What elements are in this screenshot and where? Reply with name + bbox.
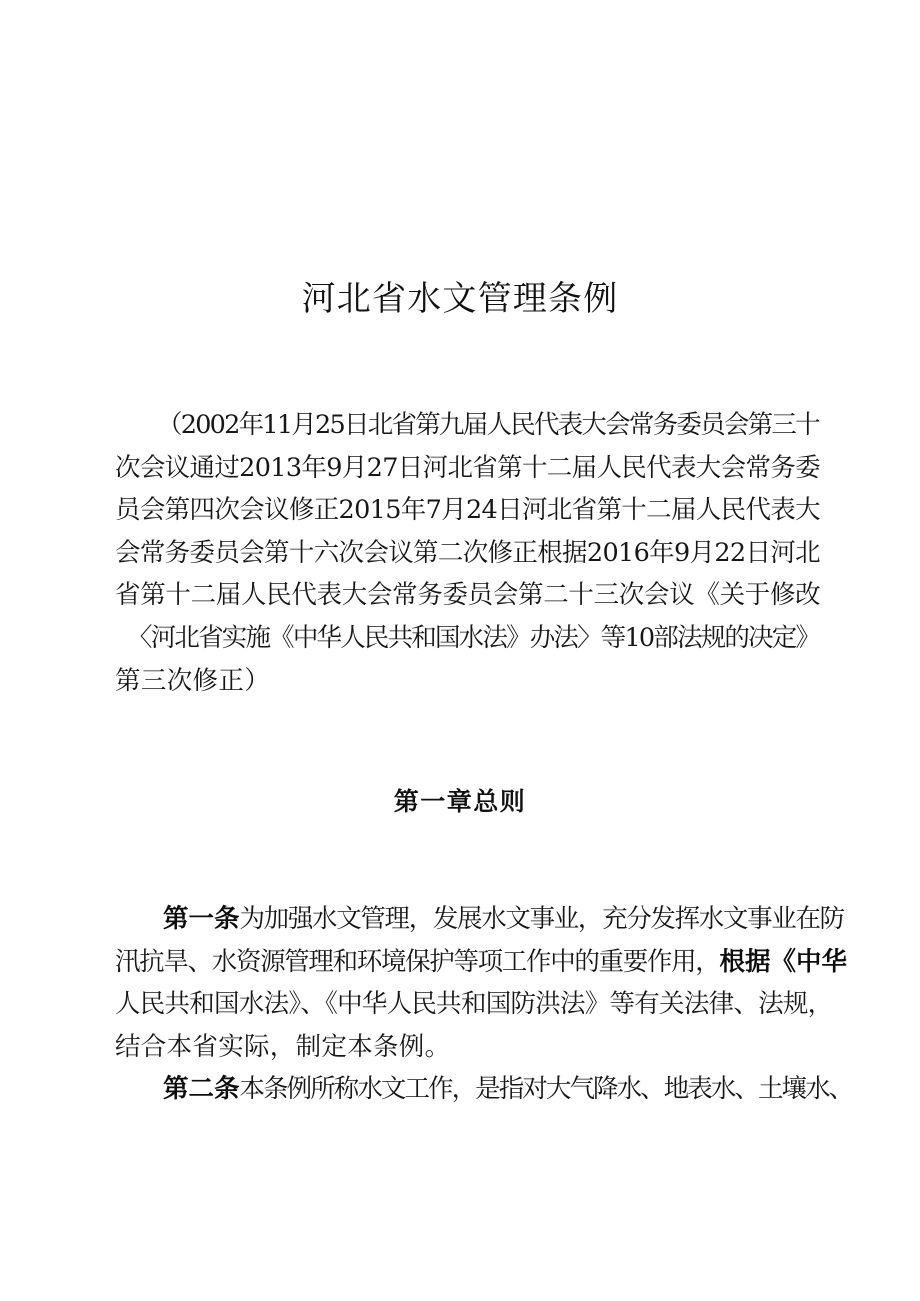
article-text: 汛抗旱、水资源管理和环境保护等项工作中的重要作用， (115, 946, 720, 977)
article-number: 第一条 (163, 904, 240, 934)
article-text: 为加强水文管理，发展水文事业，充分发挥水文事业在防 (239, 904, 844, 934)
article-text: 结合本省实际，制定本条例。 (115, 1031, 451, 1062)
article-line (115, 1026, 821, 1069)
article-text: 人民共和国水法》、《中华人民共和国防洪法》等有关法律、法规， (115, 989, 833, 1020)
article-line (115, 1068, 853, 1111)
chapter-heading: 第一章总则 (393, 787, 527, 816)
preamble-line: 次会议通过2013年9月27日河北省第十二届人民代表大会常务委 (115, 452, 820, 483)
preamble-line: 员会第四次会议修正2015年7月24日河北省第十二届人民代表大 (115, 495, 820, 526)
preamble-line: 〈河北省实施《中华人民共和国水法》办法〉等10部法规的决定》 (127, 622, 820, 653)
article-line (115, 898, 844, 941)
article-number: 第二条 (163, 1074, 240, 1105)
article-body-block (115, 898, 853, 1111)
article-text-emphasis: 根据《中华 (719, 946, 847, 977)
article-text: 本条例所称水文工作，是指对大气降水、地表水、土壤水、 (239, 1074, 853, 1105)
article-line (115, 983, 833, 1026)
preamble-line: 会常务委员会第十六次会议第二次修正根据2016年9月22日河北 (115, 537, 820, 568)
article-line (115, 941, 847, 984)
preamble-line: 省第十二届人民代表大会常务委员会第二十三次会议《关于修改 (115, 580, 821, 611)
document-title: 河北省水文管理条例 (301, 279, 619, 319)
preamble-line: 第三次修正） (115, 665, 271, 696)
preamble-line: （2002年11月25日北省第九届人民代表大会常务委员会第三十 (157, 410, 819, 440)
preamble-block (115, 404, 821, 702)
